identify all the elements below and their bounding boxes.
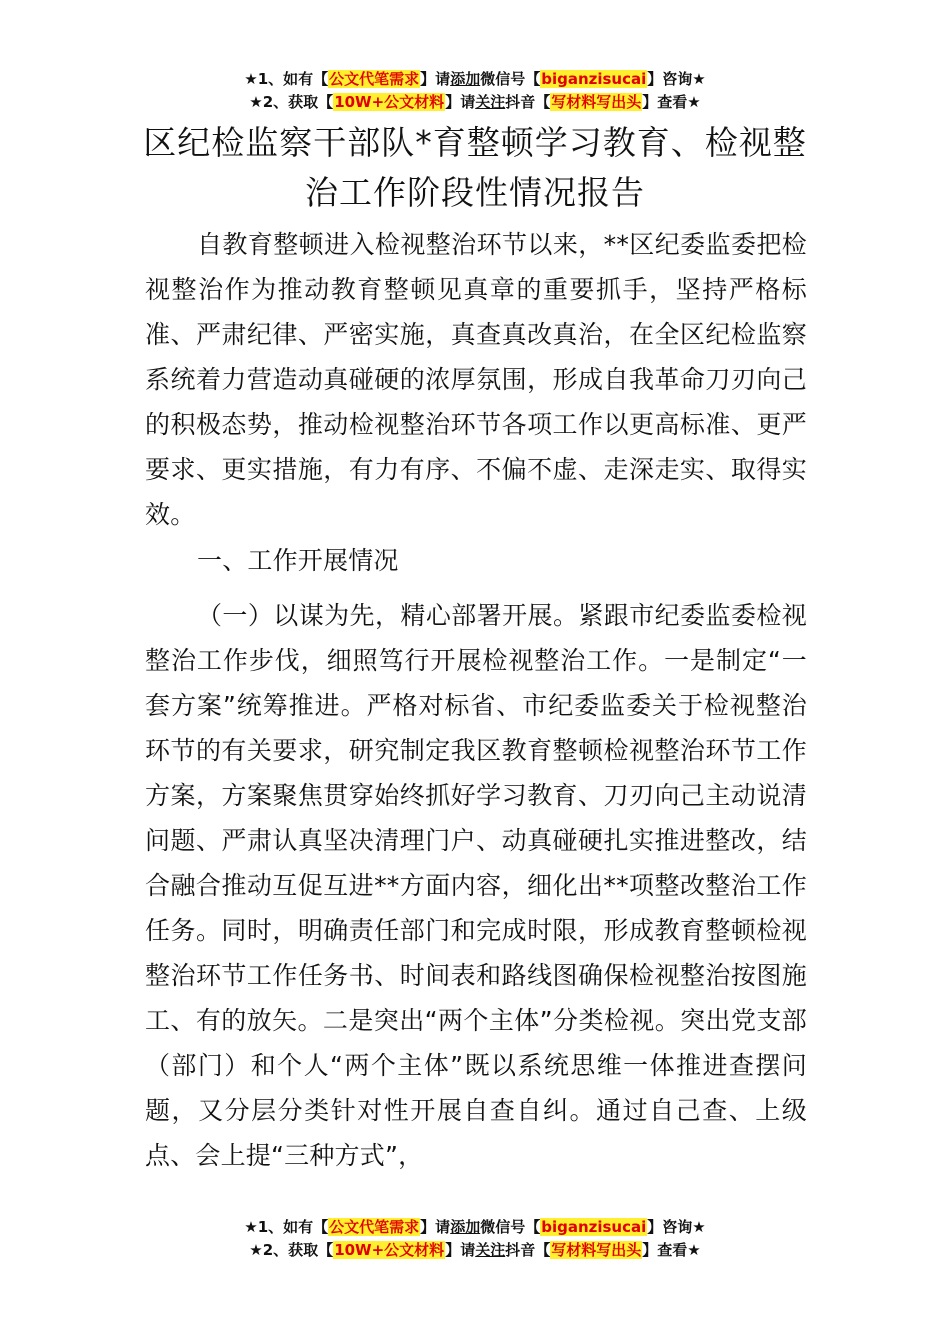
- document-body: [145, 222, 807, 1178]
- notice-line-1: ★1、如有【公文代笔需求】请添加微信号【biganzisucai】咨询★: [244, 70, 706, 88]
- highlight-douyin-account: 写材料写出头: [551, 1241, 642, 1259]
- notice-line-2: ★2、获取【10W+公文材料】请关注抖音【写材料写出头】查看★: [249, 1241, 701, 1259]
- title-line-2: 治工作阶段性情况报告: [305, 173, 645, 212]
- notice-line-2: ★2、获取【10W+公文材料】请关注抖音【写材料写出头】查看★: [249, 93, 701, 111]
- notice-line-1: ★1、如有【公文代笔需求】请添加微信号【biganzisucai】咨询★: [244, 1218, 706, 1236]
- section-heading: 一、工作开展情况: [197, 546, 399, 575]
- intro-paragraph: 自教育整顿进入检视整治环节以来，**区纪委监委把检视整治作为推动教育整顿见真章的重要抓手，坚持严格标准、严肃纪律、严密实施，真查真改真治，在全区纪检监察系统着力营造动真碰硬的浓厚氛围，形成自我革命刀刃向己的积极态势，推动检视整治环节各项工作以更高标准、更严要求、更实措施，有力有序、不偏不虚、走深走实、取得实效。: [145, 230, 807, 529]
- highlight-wechat-id: biganzisucai: [541, 70, 647, 88]
- highlight-service: 公文代笔需求: [329, 70, 420, 88]
- footer-notice-banner: [0, 1216, 950, 1262]
- highlight-wechat-id: biganzisucai: [541, 1218, 647, 1236]
- highlight-materials: 10W+公文材料: [334, 93, 445, 111]
- section-paragraph: （一）以谋为先，精心部署开展。紧跟市纪委监委检视整治工作步伐，细照笃行开展检视整治工作。一是制定“一套方案”统筹推进。严格对标省、市纪委监委关于检视整治环节的有关要求，研究制定我区教育整顿检视整治环节工作方案，方案聚焦贯穿始终抓好学习教育、刀刃向己主动说清问题、严肃认真坚决清理门户、动真碰硬扎实推进整改，结合融合推动互促互进**方面内容，细化出**项整改整治工作任务。同时，明确责任部门和完成时限，形成教育整顿检视整治环节工作任务书、时间表和路线图确保检视整治按图施工、有的放矢。二是突出“两个主体”分类检视。突出党支部（部门）和个人“两个主体”既以系统思维一体推进查摆问题，又分层分类针对性开展自查自纠。通过自己查、上级点、会上提“三种方式”，: [145, 601, 807, 1170]
- header-notice-banner: [0, 68, 950, 114]
- highlight-service: 公文代笔需求: [329, 1218, 420, 1236]
- highlight-douyin-account: 写材料写出头: [551, 93, 642, 111]
- highlight-materials: 10W+公文材料: [334, 1241, 445, 1259]
- document-title: [100, 118, 850, 218]
- title-line-1: 区纪检监察干部队*育整顿学习教育、检视整: [143, 123, 807, 162]
